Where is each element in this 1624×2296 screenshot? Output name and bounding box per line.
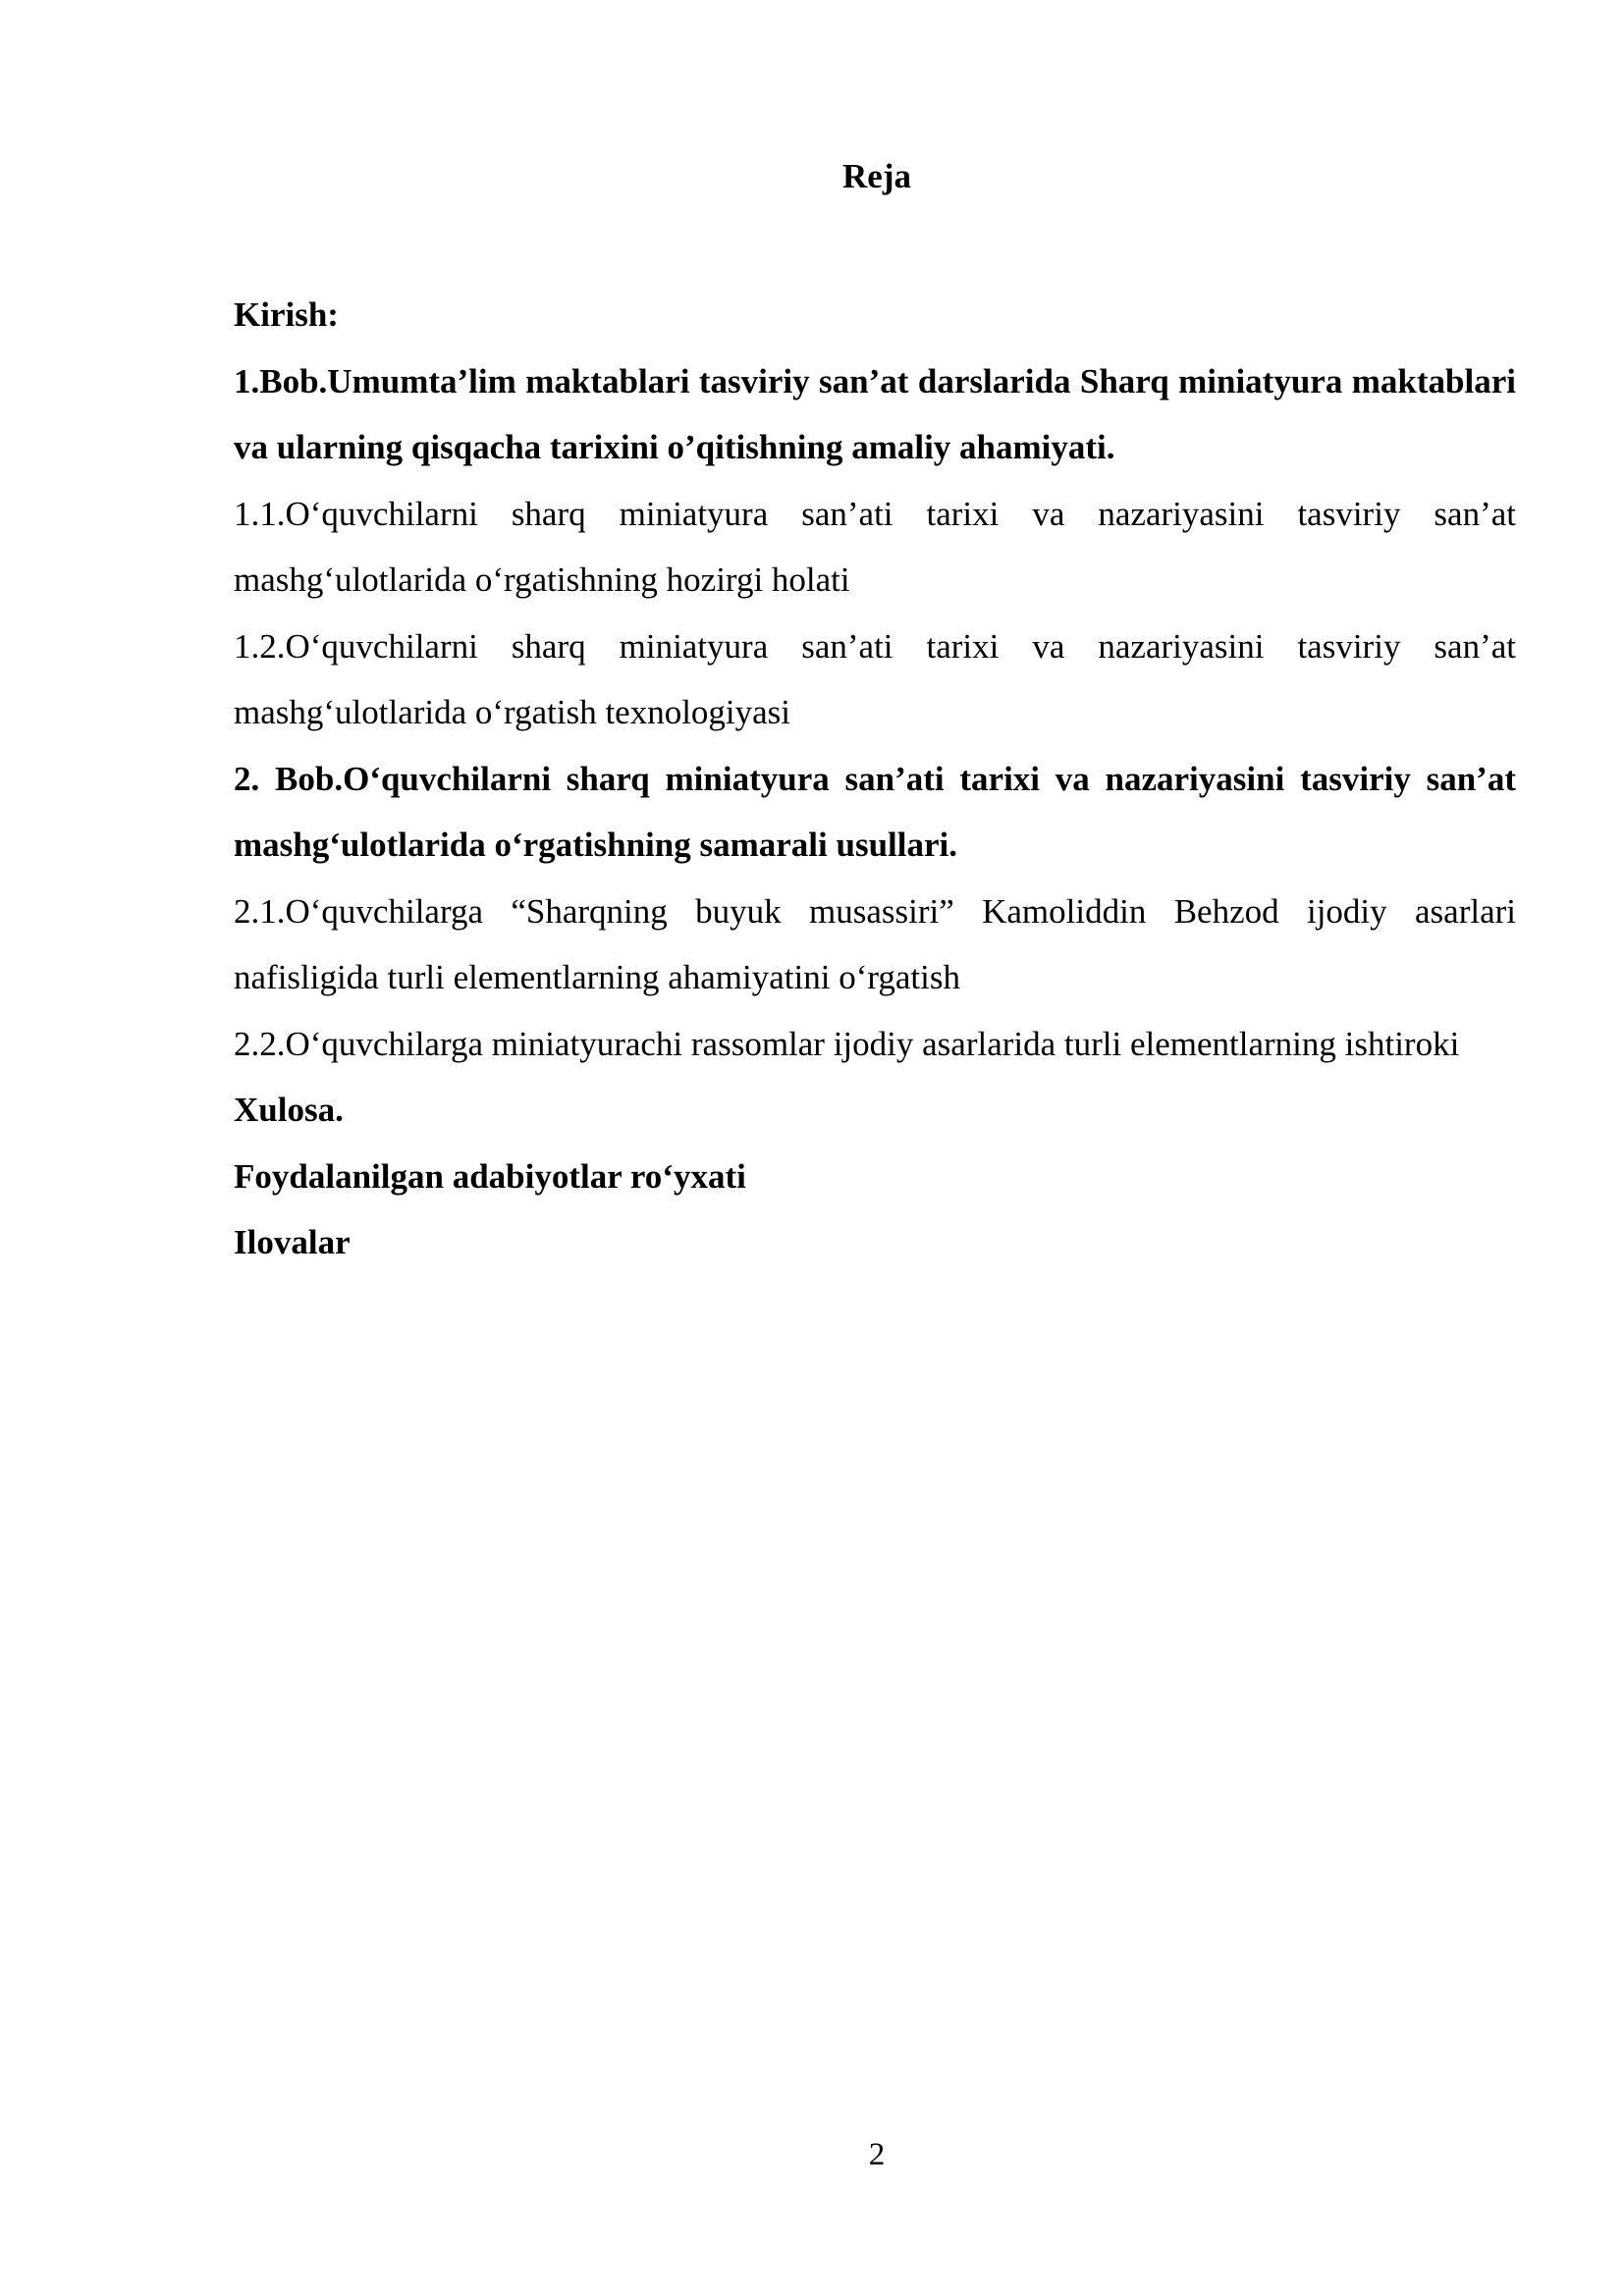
toc-entry-section-1-2: 1.2.O‘quvchilarni sharq miniatyura san’ati tarixi va nazariyasini tasviriy san’at mashg‘ulotlarida o‘rgatish texnologiyasi — [234, 626, 1516, 731]
toc-entry-chapter-1: 1.Bob.Umumta’lim maktablari tasviriy san’at darslarida Sharq miniatyura maktablari va ularning qisqacha tarixini o’qitishning amaliy ahamiyati. — [234, 361, 1516, 466]
toc-entry-section-2-2: 2.2.O‘quvchilarga miniatyurachi rassomlar ijodiy asarlarida turli elementlarning ishtiroki — [234, 1024, 1460, 1063]
page-number: 2 — [868, 2137, 886, 2172]
toc-entry-chapter-2: 2. Bob.O‘quvchilarni sharq miniatyura san’ati tarixi va nazariyasini tasviriy san’at mashg‘ulotlarida o‘rgatishning samarali usullari. — [234, 759, 1516, 864]
toc-entry-references: Foydalanilgan adabiyotlar ro‘yxati — [234, 1156, 746, 1196]
toc-entry-section-1-1: 1.1.O‘quvchilarni sharq miniatyura san’ati tarixi va nazariyasini tasviriy san’at mashg‘ulotlarida o‘rgatishning hozirgi holati — [234, 494, 1516, 599]
toc-entry-introduction: Kirish: — [234, 295, 339, 334]
toc-entry-appendices: Ilovalar — [234, 1223, 351, 1261]
table-of-contents — [234, 282, 1516, 1276]
toc-entry-section-2-1: 2.1.O‘quvchilarga “Sharqning buyuk musassiri” Kamoliddin Behzod ijodiy asarlari nafisligida turli elementlarning ahamiyatini o‘rgatish — [234, 891, 1516, 996]
toc-entry-conclusion: Xulosa. — [234, 1091, 344, 1129]
page-title: Reja — [842, 157, 911, 195]
